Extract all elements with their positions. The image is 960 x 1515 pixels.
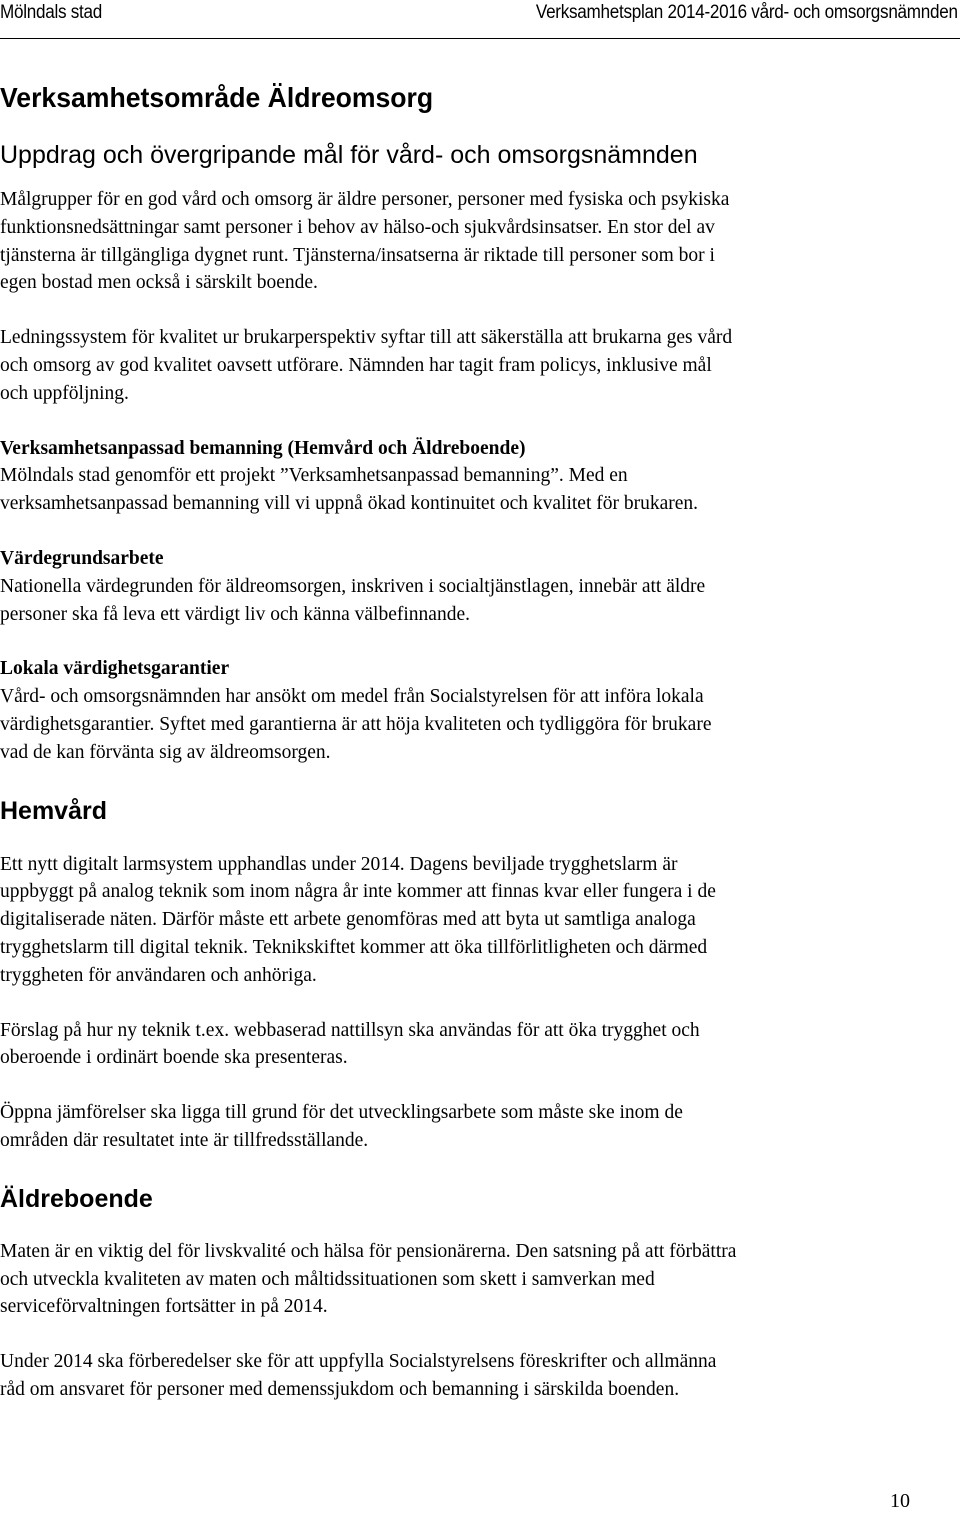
values-section xyxy=(0,545,960,628)
text-line: områden där resultatet inte är tillfredsställande. xyxy=(0,1129,369,1151)
text-line: uppbyggt på analog teknik som inom några år inte kommer att finnas kvar eller fungera i de xyxy=(0,881,716,903)
text-line: serviceförvaltningen fortsätter in på 2014. xyxy=(0,1296,328,1318)
header-document-title: Verksamhetsplan 2014-2016 vård- och omsorgsnämnden xyxy=(536,2,958,23)
dignity-guarantees-section xyxy=(0,655,960,766)
dignity-guarantees-heading: Lokala värdighetsgarantier xyxy=(0,658,230,680)
section-heading-aldreboende: Äldreboende xyxy=(0,1184,153,1213)
values-heading: Värdegrundsarbete xyxy=(0,547,164,569)
staffing-section xyxy=(0,435,960,518)
page-content xyxy=(0,78,960,1404)
text-line: Vård- och omsorgsnämnden har ansökt om medel från Socialstyrelsen för att införa lokala xyxy=(0,686,704,708)
page-title: Verksamhetsområde Äldreomsorg xyxy=(0,82,434,113)
text-line: Öppna jämförelser ska ligga till grund för det utvecklingsarbete som måste ske inom de xyxy=(0,1102,683,1124)
hemvard-paragraph-comparisons xyxy=(0,1099,960,1155)
page-number: 10 xyxy=(890,1490,910,1512)
text-line: och omsorg av god kvalitet oavsett utförare. Nämnden har tagit fram policys, inklusive mål xyxy=(0,354,712,376)
header-org-name: Mölndals stad xyxy=(0,2,103,23)
text-line: egen bostad men också i särskilt boende. xyxy=(0,272,318,294)
section-heading-hemvard: Hemvård xyxy=(0,796,107,825)
text-line: och utveckla kvaliteten av maten och måltidssituationen som skett i samverkan med xyxy=(0,1268,655,1290)
staffing-heading: Verksamhetsanpassad bemanning (Hemvård och Äldreboende) xyxy=(0,437,526,459)
text-line: Under 2014 ska förberedelser ske för att uppfylla Socialstyrelsens föreskrifter och allmänna xyxy=(0,1351,717,1373)
text-line: Målgrupper för en god vård och omsorg är äldre personer, personer med fysiska och psykiska xyxy=(0,189,730,210)
text-line: verksamhetsanpassad bemanning vill vi uppnå ökad kontinuitet och kvalitet för brukaren. xyxy=(0,493,699,515)
text-line: digitaliserade näten. Därför måste ett arbete genomföras med att byta ut samtliga analoga xyxy=(0,909,696,931)
text-line: trygghetslarm till digital teknik. Teknikskiftet kommer att öka tillförlitligheten och därmed xyxy=(0,936,708,958)
text-line: funktionsnedsättningar samt personer i behov av hälso-och sjukvårdsinsatser. En stor del av xyxy=(0,216,715,238)
intro-paragraph-quality-system xyxy=(0,324,960,407)
text-line: personer ska få leva ett värdigt liv och känna välbefinnande. xyxy=(0,603,470,625)
text-line: vad de kan förvänta sig av äldreomsorgen. xyxy=(0,741,331,763)
text-line: oberoende i ordinärt boende ska presenteras. xyxy=(0,1047,348,1069)
text-line: råd om ansvaret för personer med demenssjukdom och bemanning i särskilda boenden. xyxy=(0,1378,680,1400)
text-line: tjänsterna är tillgängliga dygnet runt. Tjänsterna/insatserna är riktade till personer som bor i xyxy=(0,244,715,266)
text-line: Maten är en viktig del för livskvalité och hälsa för pensionärerna. Den satsning på att förbättra xyxy=(0,1240,737,1262)
header-divider xyxy=(0,38,960,39)
text-line: Förslag på hur ny teknik t.ex. webbaserad nattillsyn ska användas för att öka trygghet och xyxy=(0,1019,700,1041)
text-line: Ledningssystem för kvalitet ur brukarperspektiv syftar till att säkerställa att brukarna ges vård xyxy=(0,327,733,349)
text-line: Ett nytt digitalt larmsystem upphandlas under 2014. Dagens beviljade trygghetslarm är xyxy=(0,853,678,875)
page-subtitle: Uppdrag och övergripande mål för vård- och omsorgsnämnden xyxy=(0,141,698,169)
text-line: tryggheten för användaren och anhöriga. xyxy=(0,964,317,986)
hemvard-paragraph-new-technology xyxy=(0,1017,960,1073)
text-line: och uppföljning. xyxy=(0,382,129,404)
text-line: värdighetsgarantier. Syftet med garantierna är att höja kvaliteten och tydliggöra för brukare xyxy=(0,713,712,735)
intro-paragraph-target-groups xyxy=(0,186,960,297)
text-line: Nationella värdegrunden för äldreomsorgen, inskriven i socialtjänstlagen, innebär att äldre xyxy=(0,575,706,597)
text-line: Mölndals stad genomför ett projekt ”Verksamhetsanpassad bemanning”. Med en xyxy=(0,465,628,487)
hemvard-paragraph-alarm-system xyxy=(0,851,960,990)
aldreboende-paragraph-food xyxy=(0,1238,960,1321)
aldreboende-paragraph-dementia xyxy=(0,1348,960,1404)
